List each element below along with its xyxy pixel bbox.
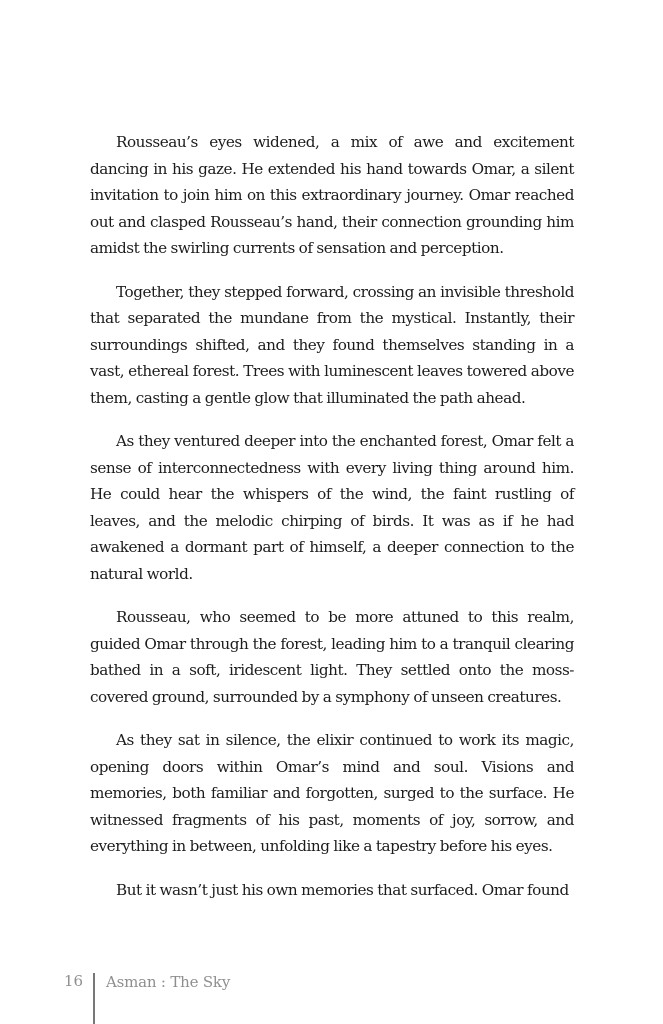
running-title: Asman : The Sky [106,973,231,991]
footer-divider [93,973,95,1024]
body-text [90,129,574,920]
paragraph-4: Rousseau, who seemed to be more attuned to this realm, guided Omar through the forest, leading him to a tranquil clearing bathed in a soft, iridescent light. They settled onto the moss-covered ground, surrounded by a symphony of unseen creatures. [90,608,574,706]
paragraph-6: But it wasn’t just his own memories that surfaced. Omar found [116,880,569,899]
page-number: 16 [64,972,84,990]
paragraph-2: Together, they stepped forward, crossing an invisible threshold that separated the mundane from the mystical. Instantly, their surroundings shifted, and they found themselves standing in a vast, ethereal forest. Trees with luminescent leaves towered above them, casting a gentle glow that illuminated the path ahead. [90,282,574,407]
paragraph-3: As they ventured deeper into the enchanted forest, Omar felt a sense of interconnectedness with every living thing around him. He could hear the whispers of the wind, the faint rustling of leaves, and the melodic chirping of birds. It was as if he had awakened a dormant part of himself, a deeper connection to the natural world. [90,432,574,583]
paragraph-5: As they sat in silence, the elixir continued to work its magic, opening doors within Omar’s mind and soul. Visions and memories, both familiar and forgotten, surged to the surface. He witnessed fragments of his past, moments of joy, sorrow, and everything in between, unfolding like a tapestry before his eyes. [90,731,574,855]
paragraph-1: Rousseau’s eyes widened, a mix of awe and excitement dancing in his gaze. He extended his hand towards Omar, a silent invitation to join him on this extraordinary journey. Omar reached out and clasped Rousseau’s hand, their connection grounding him amidst the swirling currents of sensation and perception. [90,133,574,257]
page-footer [0,968,663,1024]
